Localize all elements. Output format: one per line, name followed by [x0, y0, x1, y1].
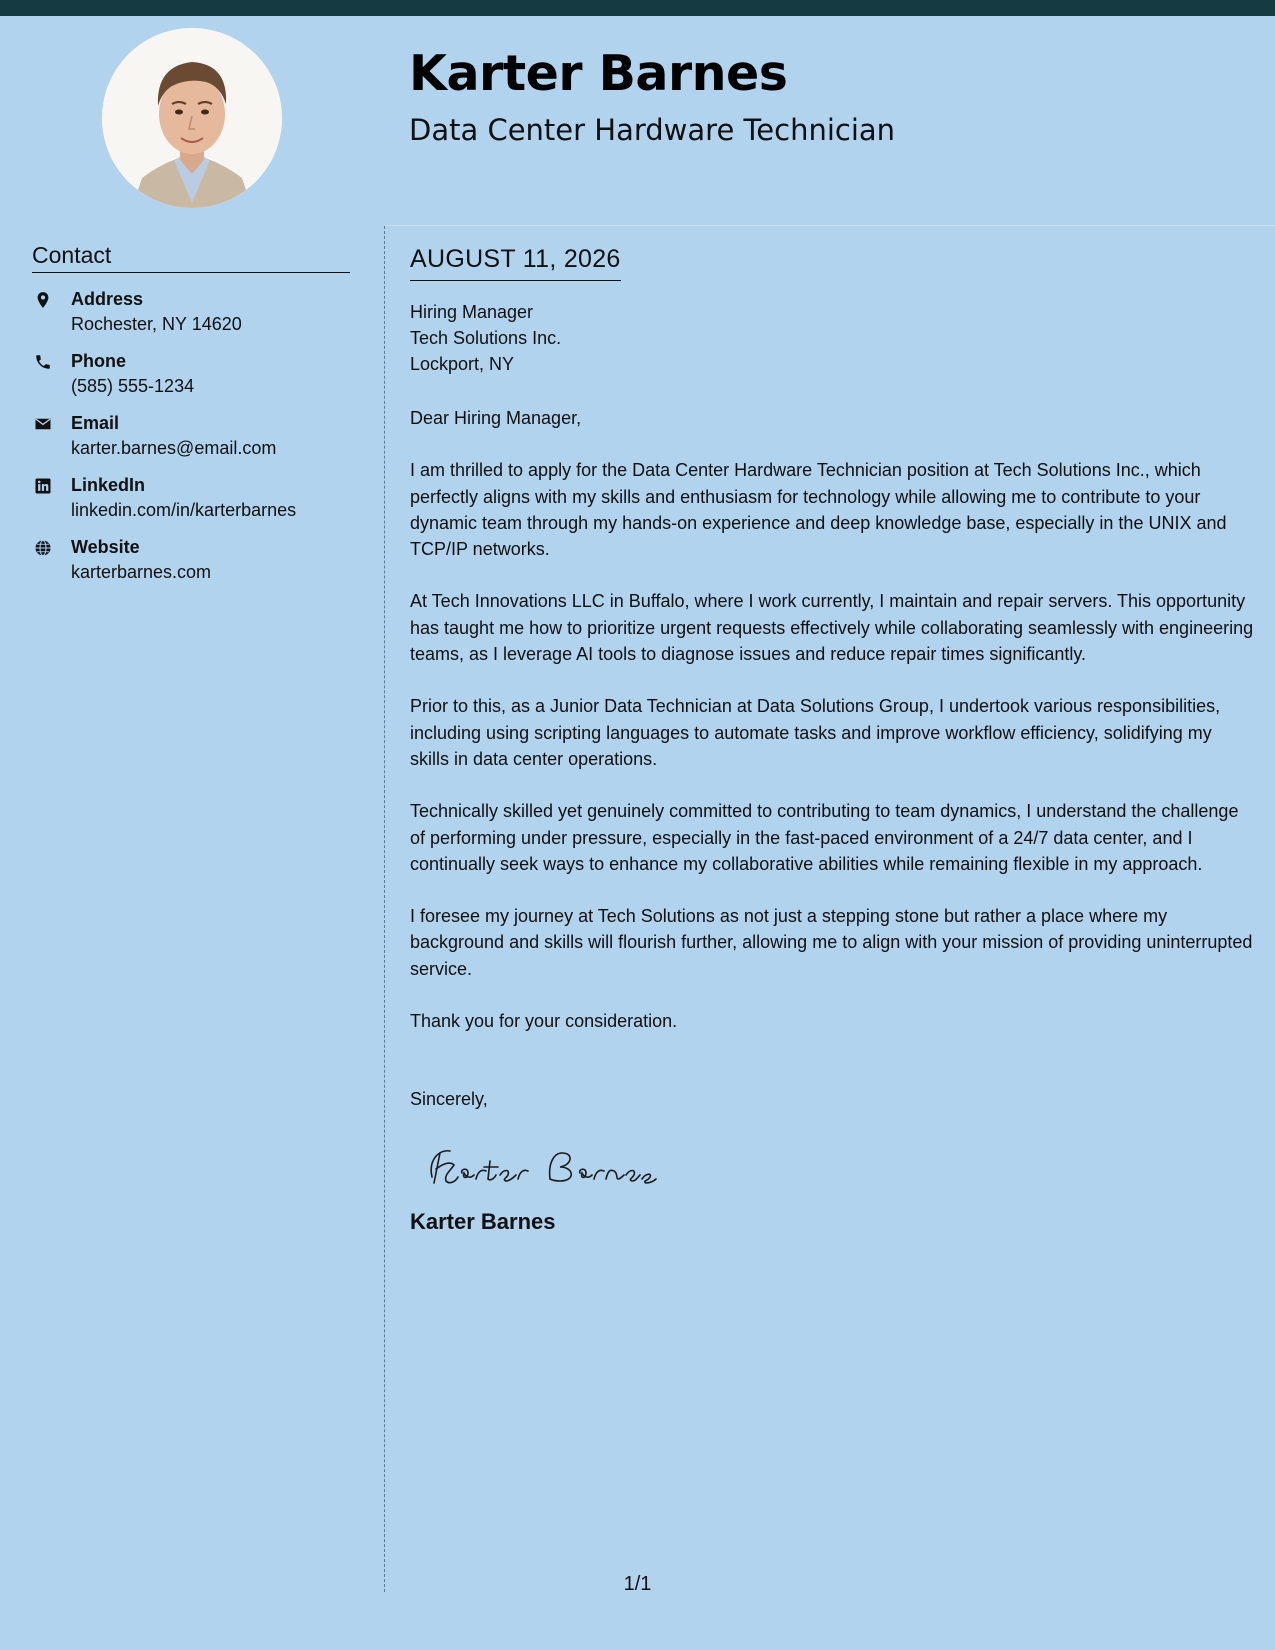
cover-letter-body: [410, 240, 1255, 1237]
recipient-line: Tech Solutions Inc.: [410, 328, 562, 348]
contact-linkedin: [32, 473, 350, 523]
header-name-block: [409, 38, 895, 150]
signed-name: Karter Barnes: [410, 1208, 556, 1234]
contact-label: Email: [71, 413, 120, 433]
contact-label: LinkedIn: [71, 475, 146, 495]
contact-label: Website: [71, 537, 140, 557]
recipient-line: Hiring Manager: [410, 302, 534, 322]
profile-photo: [102, 28, 282, 208]
contact-label: Phone: [71, 351, 127, 371]
contact-email: [32, 411, 350, 461]
column-divider: [384, 226, 385, 1592]
header-divider: [384, 225, 1275, 226]
recipient-block: [410, 299, 1255, 377]
salutation: Dear Hiring Manager,: [410, 408, 582, 428]
letter-paragraph: I am thrilled to apply for the Data Center Hardware Technician position at Tech Solutions Inc., which perfectly aligns with my skills and enthusiasm for technology while allowing me to contribute to your dynamic team through my hands-on experience and deep knowledge base, especially in the UNIX and TCP/IP networks.: [410, 460, 1227, 560]
contact-heading: Contact: [32, 240, 350, 273]
contact-value[interactable]: karter.barnes@email.com: [71, 438, 277, 458]
envelope-icon: [34, 415, 52, 433]
letter-paragraph: I foresee my journey at Tech Solutions as not just a stepping stone but rather a place where my background and skills will flourish further, allowing me to align with your mission of providing uninterrupted service.: [410, 906, 1253, 979]
contact-value[interactable]: linkedin.com/in/karterbarnes: [71, 500, 297, 520]
map-pin-icon: [34, 291, 52, 309]
contact-address: [32, 287, 350, 337]
letter-date: AUGUST 11, 2026: [410, 240, 621, 281]
job-title: Data Center Hardware Technician: [409, 113, 896, 147]
contact-value: Rochester, NY 14620: [71, 314, 242, 334]
top-accent-bar: [0, 0, 1275, 16]
letter-paragraph: At Tech Innovations LLC in Buffalo, where I work currently, I maintain and repair servers. This opportunity has taught me how to prioritize urgent requests effectively while collaborating seamlessly with engineering teams, as I leverage AI tools to diagnose issues and reduce repair times significantly.: [410, 591, 1254, 665]
handwritten-signature: [410, 1139, 1255, 1195]
letter-paragraph: Prior to this, as a Junior Data Technician at Data Solutions Group, I undertook various responsibilities, including using scripting languages to automate tasks and improve workflow efficiency, solidifying my skills in data center operations.: [410, 696, 1221, 769]
contact-value: (585) 555-1234: [71, 376, 195, 396]
recipient-line: Lockport, NY: [410, 354, 515, 374]
applicant-name: Karter Barnes: [409, 45, 788, 102]
phone-icon: [34, 353, 52, 371]
contact-sidebar: [32, 240, 350, 585]
globe-icon: [34, 539, 52, 557]
contact-label: Address: [71, 289, 144, 309]
contact-website: [32, 535, 350, 585]
closing: Sincerely,: [410, 1089, 488, 1110]
contact-value[interactable]: karterbarnes.com: [71, 562, 212, 582]
letter-paragraph: Technically skilled yet genuinely committed to contributing to team dynamics, I understand the challenge of performing under pressure, especially in the fast-paced environment of a 24/7 data center, and I continually seek ways to enhance my collaborative abilities while remaining flexible in my approach.: [410, 801, 1239, 874]
page-number: 1/1: [623, 1573, 652, 1595]
letter-paragraph: Thank you for your consideration.: [410, 1011, 678, 1032]
contact-phone: [32, 349, 350, 399]
linkedin-icon: [34, 477, 52, 495]
